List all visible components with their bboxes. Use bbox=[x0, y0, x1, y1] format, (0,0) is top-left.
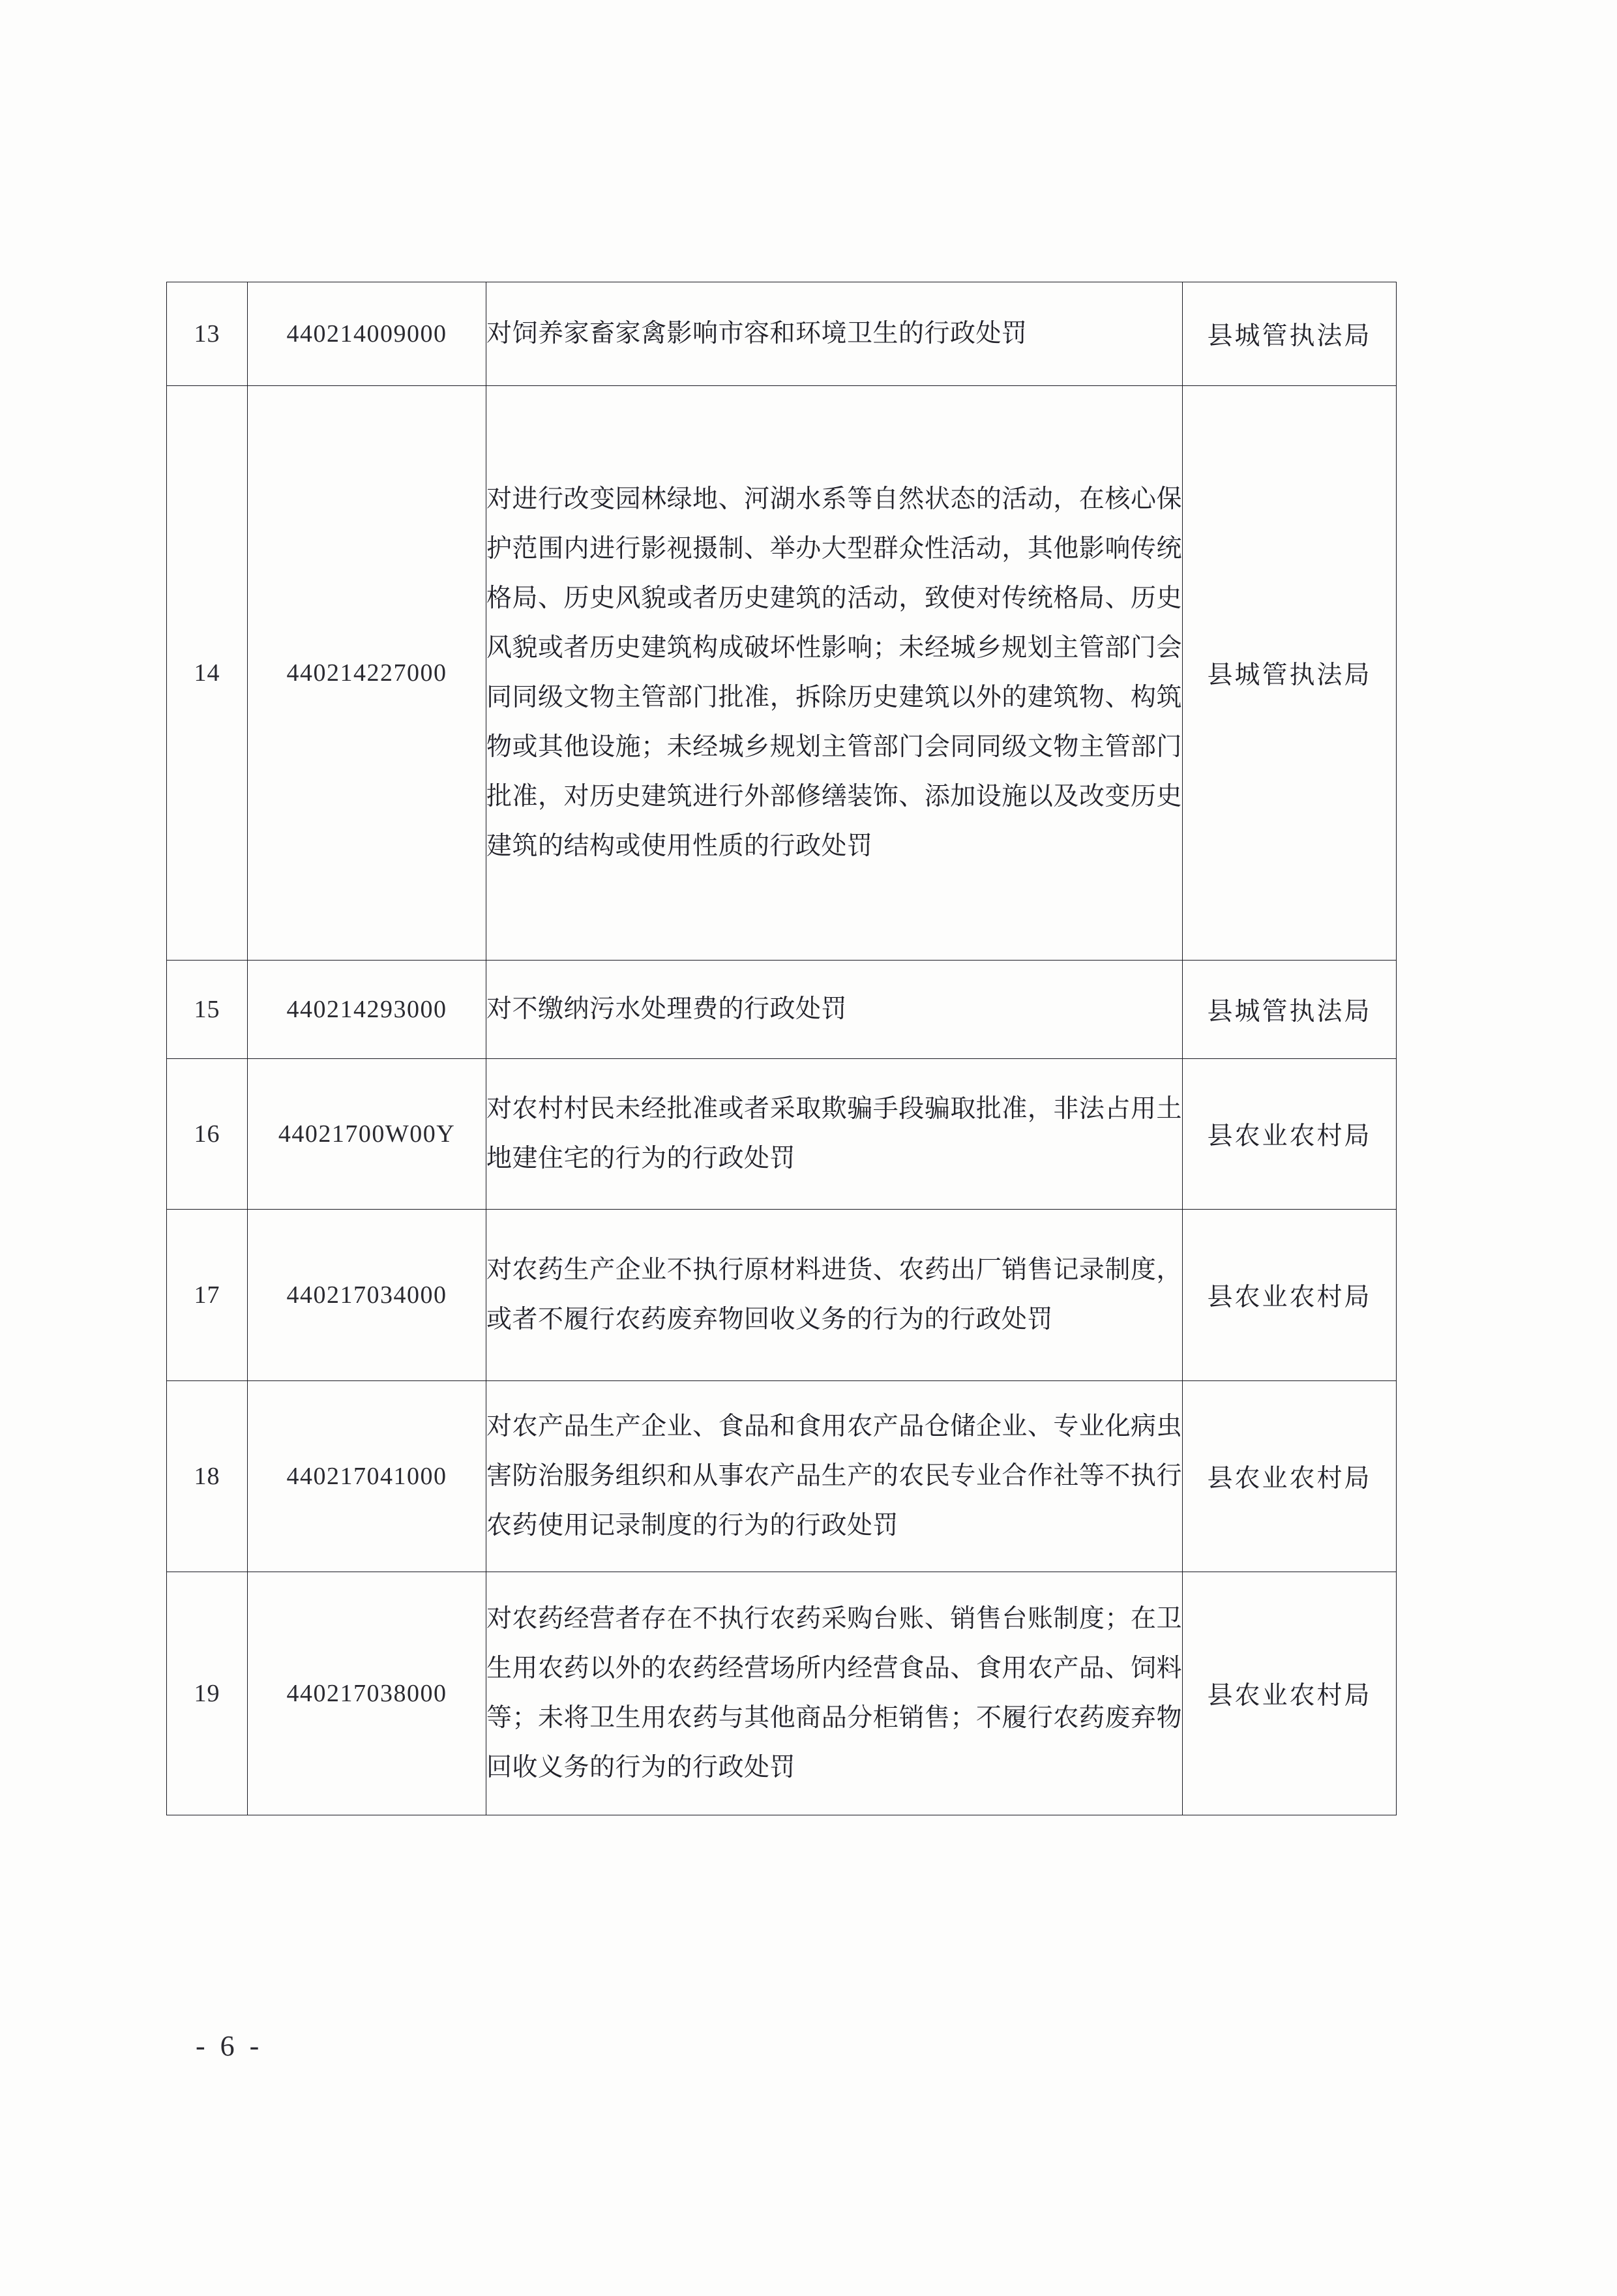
row-item-code: 440214227000 bbox=[248, 386, 486, 961]
row-department: 县城管执法局 bbox=[1183, 961, 1397, 1059]
row-department: 县农业农村局 bbox=[1183, 1210, 1397, 1381]
row-index: 15 bbox=[167, 961, 248, 1059]
row-index: 18 bbox=[167, 1381, 248, 1572]
row-description: 对农产品生产企业、食品和食用农产品仓储企业、专业化病虫害防治服务组织和从事农产品生产的农民专业合作社等不执行农药使用记录制度的行为的行政处罚 bbox=[486, 1381, 1183, 1572]
row-description: 对不缴纳污水处理费的行政处罚 bbox=[486, 961, 1183, 1059]
table-row bbox=[167, 1381, 1397, 1572]
row-index: 14 bbox=[167, 386, 248, 961]
page-number: - 6 - bbox=[196, 2030, 263, 2062]
row-description: 对饲养家畜家禽影响市容和环境卫生的行政处罚 bbox=[486, 282, 1183, 386]
row-item-code: 440217041000 bbox=[248, 1381, 486, 1572]
row-item-code: 44021700W00Y bbox=[248, 1059, 486, 1210]
table-row bbox=[167, 282, 1397, 386]
row-item-code: 440217034000 bbox=[248, 1210, 486, 1381]
table-row bbox=[167, 1210, 1397, 1381]
row-department: 县农业农村局 bbox=[1183, 1059, 1397, 1210]
administrative-penalty-table bbox=[166, 282, 1397, 1815]
row-department: 县城管执法局 bbox=[1183, 282, 1397, 386]
row-department: 县农业农村局 bbox=[1183, 1572, 1397, 1815]
row-description: 对进行改变园林绿地、河湖水系等自然状态的活动，在核心保护范围内进行影视摄制、举办大型群众性活动，其他影响传统格局、历史风貌或者历史建筑的活动，致使对传统格局、历史风貌或者历史建筑构成破坏性影响；未经城乡规划主管部门会同同级文物主管部门批准，拆除历史建筑以外的建筑物、构筑物或其他设施；未经城乡规划主管部门会同同级文物主管部门批准，对历史建筑进行外部修缮装饰、添加设施以及改变历史建筑的结构或使用性质的行政处罚 bbox=[486, 386, 1183, 961]
row-item-code: 440214293000 bbox=[248, 961, 486, 1059]
row-index: 13 bbox=[167, 282, 248, 386]
row-index: 17 bbox=[167, 1210, 248, 1381]
row-description: 对农村村民未经批准或者采取欺骗手段骗取批准，非法占用土地建住宅的行为的行政处罚 bbox=[486, 1059, 1183, 1210]
table-row bbox=[167, 1572, 1397, 1815]
row-item-code: 440217038000 bbox=[248, 1572, 486, 1815]
row-item-code: 440214009000 bbox=[248, 282, 486, 386]
table-row bbox=[167, 1059, 1397, 1210]
row-department: 县城管执法局 bbox=[1183, 386, 1397, 961]
row-description: 对农药经营者存在不执行农药采购台账、销售台账制度；在卫生用农药以外的农药经营场所内经营食品、食用农产品、饲料等；未将卫生用农药与其他商品分柜销售；不履行农药废弃物回收义务的行为的行政处罚 bbox=[486, 1572, 1183, 1815]
row-department: 县农业农村局 bbox=[1183, 1381, 1397, 1572]
table-row bbox=[167, 961, 1397, 1059]
administrative-penalty-table-container bbox=[166, 282, 1396, 1815]
row-index: 19 bbox=[167, 1572, 248, 1815]
table-row bbox=[167, 386, 1397, 961]
row-description: 对农药生产企业不执行原材料进货、农药出厂销售记录制度，或者不履行农药废弃物回收义务的行为的行政处罚 bbox=[486, 1210, 1183, 1381]
row-index: 16 bbox=[167, 1059, 248, 1210]
